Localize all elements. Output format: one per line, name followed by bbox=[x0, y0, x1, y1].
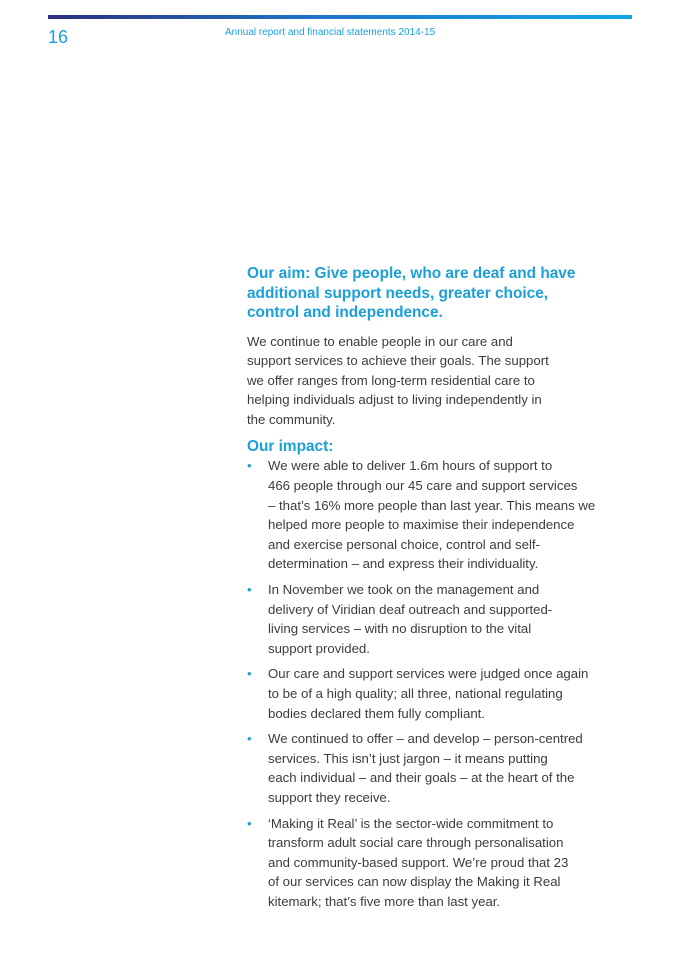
impact-item bbox=[247, 456, 632, 574]
bullet-icon: • bbox=[247, 458, 252, 474]
impact-line: In November we took on the management and bbox=[268, 582, 540, 598]
intro-line: helping individuals adjust to living independently in bbox=[247, 392, 542, 408]
aim-heading-line: Our aim: Give people, who are deaf and have bbox=[247, 265, 576, 282]
impact-line: of our services can now display the Making it Real bbox=[268, 874, 561, 890]
impact-list bbox=[247, 456, 632, 911]
impact-line: each individual – and their goals – at the heart of the bbox=[268, 770, 575, 786]
main-content bbox=[247, 264, 632, 918]
page-number: 16 bbox=[48, 27, 69, 47]
impact-line: delivery of Viridian deaf outreach and supported- bbox=[268, 601, 553, 617]
bullet-icon: • bbox=[247, 731, 252, 747]
aim-heading-line: additional support needs, greater choice, bbox=[247, 284, 549, 302]
impact-line: Our care and support services were judged once again bbox=[268, 666, 589, 682]
impact-line: and exercise personal choice, control and self- bbox=[268, 536, 540, 552]
impact-line: – that’s 16% more people than last year. This means we bbox=[268, 497, 596, 513]
bullet-icon: • bbox=[247, 666, 252, 682]
impact-line: helped more people to maximise their independence bbox=[268, 517, 575, 533]
bullet-icon: • bbox=[247, 582, 252, 598]
header-rule bbox=[48, 15, 632, 19]
impact-item bbox=[247, 814, 632, 912]
impact-line: We continued to offer – and develop – person-centred bbox=[268, 731, 583, 747]
intro-line: support services to achieve their goals. The support bbox=[247, 353, 549, 369]
impact-line: support they receive. bbox=[268, 789, 391, 805]
impact-item bbox=[247, 664, 632, 723]
impact-line: bodies declared them fully compliant. bbox=[268, 705, 485, 721]
impact-line: kitemark; that’s five more than last year. bbox=[268, 893, 501, 909]
impact-item bbox=[247, 580, 632, 658]
intro-line: we offer ranges from long-term residential care to bbox=[247, 372, 535, 388]
impact-item bbox=[247, 729, 632, 807]
impact-line: 466 people through our 45 care and support services bbox=[268, 478, 578, 494]
impact-line: transform adult social care through personalisation bbox=[268, 835, 564, 851]
impact-line: and community-based support. We’re proud that 23 bbox=[268, 854, 569, 870]
aim-intro-paragraph bbox=[247, 332, 632, 430]
impact-line: services. This isn’t just jargon – it means putting bbox=[268, 750, 548, 766]
impact-line: determination – and express their individuality. bbox=[268, 556, 539, 572]
aim-heading-line: control and independence. bbox=[247, 304, 443, 321]
intro-line: the community. bbox=[247, 411, 336, 427]
aim-heading bbox=[247, 264, 632, 323]
running-header: Annual report and financial statements 2014-15 bbox=[225, 27, 436, 38]
impact-heading: Our impact: bbox=[247, 438, 334, 456]
impact-line: ‘Making it Real’ is the sector-wide commitment to bbox=[268, 815, 554, 831]
bullet-icon: • bbox=[247, 815, 252, 831]
impact-line: support provided. bbox=[268, 640, 370, 656]
impact-line: living services – with no disruption to the vital bbox=[268, 621, 532, 637]
impact-line: to be of a high quality; all three, national regulating bbox=[268, 686, 563, 701]
intro-line: We continue to enable people in our care and bbox=[247, 333, 513, 349]
impact-line: We were able to deliver 1.6m hours of support to bbox=[268, 458, 553, 474]
